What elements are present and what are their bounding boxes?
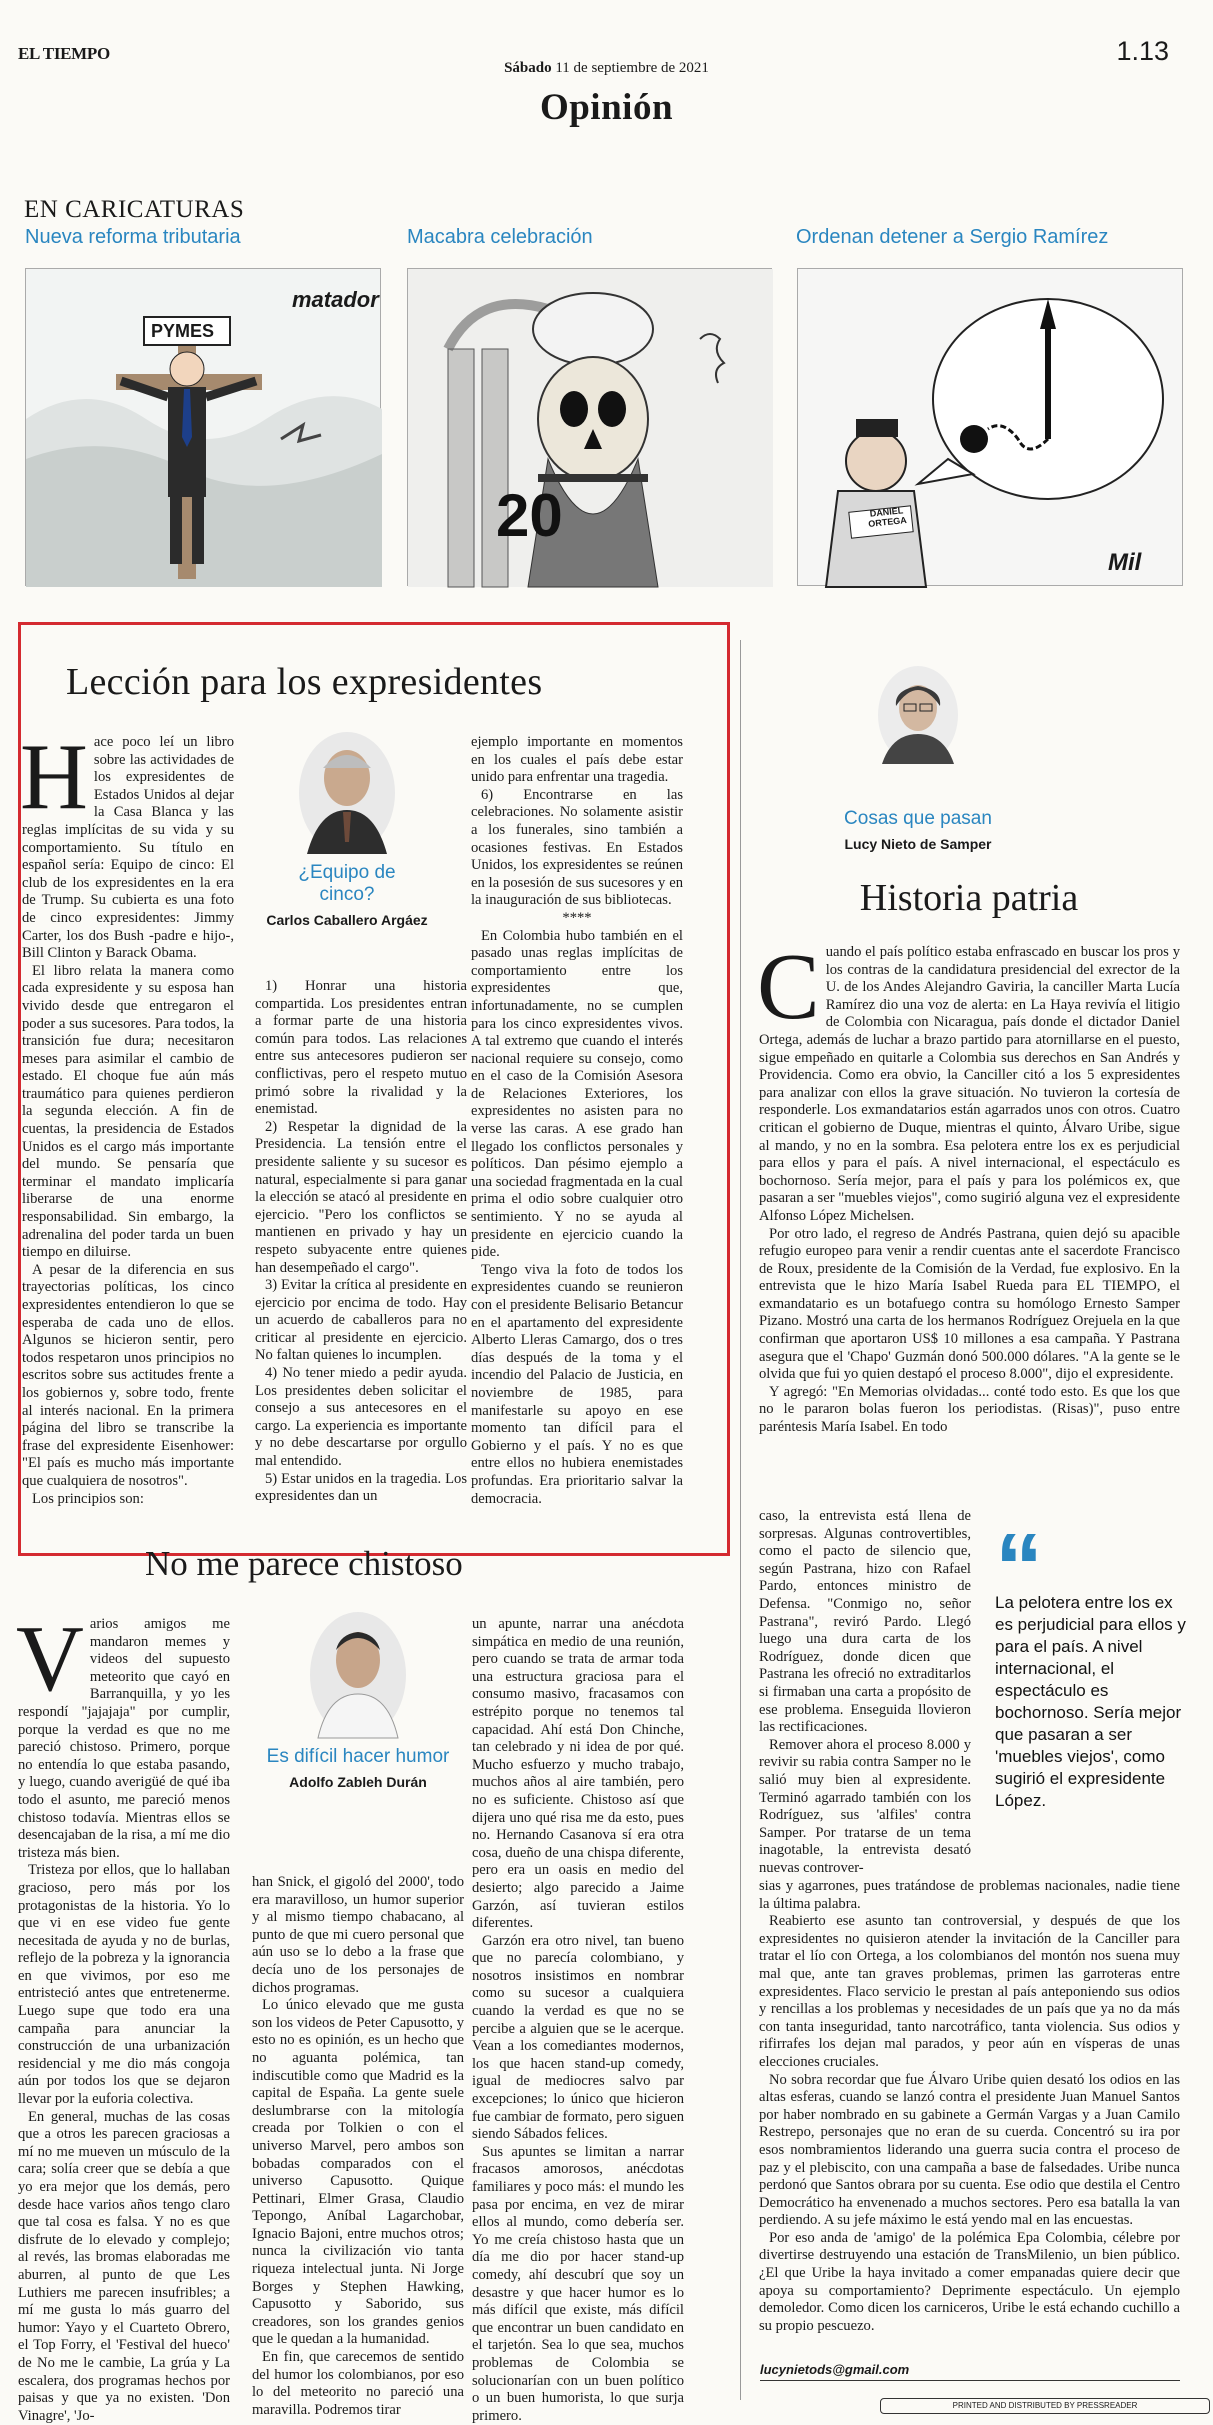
author-photo-zableh	[310, 1612, 406, 1738]
dropcap-h: H	[20, 725, 88, 829]
cartoon-number-20: 20	[496, 482, 563, 549]
cartoon-reforma-tributaria	[25, 268, 381, 586]
article-title-historia: Historia patria	[859, 877, 1079, 919]
divider	[760, 2380, 1180, 2381]
chistoso-col-2: han Snick, el gigoló del 2000', todo era maravilloso, un humor superior y al mismo tiempo chabacano, al punto de que mi cuero personal que aún uso se lo debo a la frase que decía uno de los personajes de dichos programas. Lo único elevado que me gusta son los videos de Peter Capusotto, y esto no es opinión, es un hecho que no aguanta polémica, tan indiscutible como que Madrid es la capital de España. La gente suele deslumbrarse con la mitología creada por Tolkien o con el universo Marvel, pero ambos son bobadas comparados con el universo Capusotto. Quique Pettinari, Elmer Grasa, Claudio Tepongo, Aníbal Lagarchobar, Ignacio Bajoni, entre muchos otros; nunca la civilización vio tanta riqueza intelectual junta. Ni Jorge Borges y Stephen Hawking, Capusotto y Saborido, sus creadores, son los grandes genios que le quedan a la humanidad. En fin, que carecemos de sentido del humor los colombianos, por eso lo del meteorito no pareció una maravilla. Podremos tirar	[252, 1874, 464, 2418]
chistoso-author: Adolfo Zableh Durán	[289, 1774, 427, 1790]
section-title: Opinión	[539, 87, 674, 128]
cartoonist-signature-1: matador	[292, 287, 379, 312]
article-title-leccion: Lección para los expresidentes	[66, 661, 543, 703]
caricaturas-heading: EN CARICATURAS	[24, 196, 245, 223]
cartoon-ortega-label: DANIEL ORTEGA	[867, 505, 908, 529]
leccion-col-3: ejemplo importante en momentos en los cuales el país debe estar unido para enfrentar una tragedia. 6) Encontrarse en las celebraciones. No solamente asistir a los funerales, sino también a ocasiones festivas. En Estados Unidos, los expresidentes se reúnen en la posesión de sus sucesores y en la inauguración de sus bibliotecas. **** En Colombia hubo también en el pasado unas reglas implícitas de comportamiento entre los expresidentes que, infortunadamente, no se cumplen para los cinco expresidentes vivos. A tal extremo que cuando el interés nacional requiere su consejo, como en el caso de la Comisión Asesora de Relaciones Exteriores, los expresidentes no asisten para no verse las caras. A ese grado han llegado los conflictos personales y políticos. Dan pésimo ejemplo a una sociedad fragmentada en la cual prima el odio sobre cualquier otro sentimiento. Y no se ayuda al presidente en ejercicio cuando la pide. Tengo viva la foto de todos los expresidentes cuando se reunieron con el presidente Belisario Betancur en el apartamento del expresidente Alberto Lleras Camargo, dos o tres días después de la toma y el incendio del Palacio de Justicia, en noviembre de 1985, para manifestarle su apoyo en ese momento tan difícil para el Gobierno y el país. Y no es que entre ellos no hubiera enemistades profundas. Era prioritario salvar la democracia.	[471, 734, 683, 1507]
cartoonist-signature-3: Mil	[1108, 549, 1142, 576]
chistoso-byline	[252, 1612, 464, 1790]
leccion-byline	[266, 732, 428, 928]
leccion-author: Carlos Caballero Argáez	[266, 912, 428, 928]
cartoon-title-3: Ordenan detener a Sergio Ramírez	[796, 226, 1109, 248]
historia-author: Lucy Nieto de Samper	[844, 836, 992, 852]
pull-quote: La pelotera entre los ex es perjudicial para ellos y para el país. A nivel internacional, el espectáculo es bochornoso. Sería mejor que pasaran a ser 'muebles viejos', como sugirió el expresidente López.	[995, 1593, 1186, 1810]
author-photo-caballero	[299, 732, 395, 854]
chistoso-col-3: un apunte, narrar una anécdota simpática en medio de una reunión, pero cuando se trata de armar toda una estructura graciosa para el consumo masivo, fracasamos con estrépito porque no tenemos tal capacidad. Ahí está Don Chinche, tan celebrado y ni idea de por qué. Mucho esfuerzo y mucho trabajo, muchos años al aire también, pero no es suficiente. Chistoso así que dijera uno qué risa me da esto, pues no. Hernando Casanova sí era otra cosa, dueño de una chispa diferente, pero era un oasis en medio del desierto; algo parecido a Jaime Garzón, así tuvieran estilos diferentes. Garzón era otro nivel, tan bueno que no parecía colombiano, y nosotros insistimos en nombrar como su sucesor a cualquiera cuando la verdad es que no se percibe a alguien que se le acerque. Vean a los comediantes modernos, los que hacen stand-up comedy, igual de mediocres salvo par excepciones; lo único que hicieron fue cambiar de formato, pero siguen siendo Sábados felices. Sus apuntes se limitan a narrar fracasos amorosos, anécdotas familiares y poco más: el mundo les pasa por encima, en vez de mirar ellos al mundo, como debería ser. Yo me creía chistoso hasta que un día me dio por hacer stand-up comedy, ahí descubrí que soy un desastre y que hacer humor es lo más difícil que existe, más difícil que encontrar un buen candidato en el tarjetón. Sea lo que sea, muchos problemas de Colombia se solucionarían con un buen político o un buen humorista, lo que surja primero.	[472, 1616, 684, 2424]
page-number: 1.13	[1116, 36, 1169, 66]
leccion-col-2: 1) Honrar una historia compartida. Los presidentes entran a formar parte de una historia común para todos. Las relaciones entre sus antecesores pudieron ser conflictivas, pero el respeto mutuo primó sobre la rivalidad y la enemistad. 2) Respetar la dignidad de la Presidencia. La tensión entre el presidente saliente y su sucesor es natural, especialmente si para ganar la elección se atacó al presidente en ejercicio. "Pero los conflictos se mantienen en privado y hay un respeto subyacente entre quienes han desempeñado el cargo". 3) Evitar la crítica al presidente en ejercicio por encima de todo. Hay un acuerdo de caballeros para no criticar al presidente en ejercicio. No faltan quienes lo incumplen. 4) No tener miedo a pedir ayuda. Los presidentes deben solicitar el consejo a sus antecesores en el cargo. La experiencia es importante y no debe descartarse por orgullo mal entendido. 5) Estar unidos en la tragedia. Los expresidentes dan un	[255, 978, 467, 1505]
issue-date: Sábado 11 de septiembre de 2021	[504, 60, 709, 76]
chistoso-subtitle: Es difícil hacer humor	[266, 1746, 450, 1767]
leccion-subtitle: ¿Equipo de cinco?	[298, 862, 396, 905]
dropcap-v: V	[16, 1607, 84, 1711]
cartoon-title-1: Nueva reforma tributaria	[25, 226, 241, 248]
cartoon-pymes-sign: PYMES	[151, 321, 215, 341]
chistoso-col-1: Varios amigos me mandaron memes y videos del supuesto meteorito que cayó en Barranquilla, y yo les respondí "jajajaja" por cumplir, porque la verdad es que no me pareció chistoso. Primero, porque no entendía lo que estaba pasando, y luego, cuando averigüé de qué iba todo el asunto, me pareció menos chistoso todavía. Mientras ellos se desencajaban de la risa, a mí me dio tristeza más bien. Tristeza por ellos, que lo hallaban gracioso, pero más por los protagonistas de la historia. Yo lo que vi en ese video fue gente necesitada de ayuda y no de burlas, reflejo de la pobreza y la ignorancia en que vivimos, por eso me entristeció antes que entretenerme. Luego supe que todo era una campaña para anunciar la construcción de una urbanización residencial y me dio más congoja aún por todos los que se dejaron llevar por la euforia colectiva. En general, muchas de las cosas que a otros les parecen graciosas a mí no me mueven un músculo de la cara; solía creer que se debía a que yo era mejor que los demás, pero desde hace varios años tengo claro que tal cosa es falsa. Y no es que disfrute de lo elevado y complejo; al revés, las bromas elaboradas me aburren, al punto de que Les Luthiers me parecen insufribles; a mí me gusta lo más guarro del humor: Yayo y el Cuarteto Obrero, el Top Forry, el 'Festival del hueco' de No me le cambie, La grúa y La escalera, dos programas hechos por paisas y que ya no existen. 'Don Vinagre', 'Jo-	[16, 1607, 230, 2424]
dropcap-c: C	[757, 935, 820, 1039]
pressreader-badge: PRINTED AND DISTRIBUTED BY PRESSREADER	[880, 2398, 1210, 2414]
cartoon-title-2: Macabra celebración	[407, 226, 593, 248]
historia-col-2: caso, la entrevista está llena de sorpresas. Algunas controvertibles, como el pacto de silencio que, según Pastrana, hizo con Rafael Pardo, entonces ministro de Defensa. "Conmigo no, señor Pastrana", reviró Pardo. Llegó luego una dura carta de los Rodríguez, donde dicen que Pastrana les ofreció no extraditarlos si firmaban una carta a propósito de ese problema. Enseguida llovieron las rectificaciones. Remover ahora el proceso 8.000 y revivir su rabia contra Samper no le salió muy bien al expresidente. Terminó agarrado también con los Rodríguez, sus 'alfiles' contra Samper. Por tratarse de un tema inagotable, la entrevista desató nuevas controver-	[759, 1508, 971, 1876]
historia-col-3: sias y agarrones, pues tratándose de problemas nacionales, nadie tiene la última palabra. Reabierto ese asunto tan controversial, y después de que los expresidentes no quisieron atender la invitación de la Canciller para tratar el lío con Ortega, a los colombianos del montón nos suena muy mal que, ante tan graves problemas, primen las garroteras entre expresidentes. Flaco servicio le prestan al país anteponiendo sus odios y rencillas a los problemas y necesidades de un país que ya no da más con tanta inseguridad, tanto narcotráfico, tanta violencia. Sus odios y rifirrafes los dejan mal parados, y peor aún en vísperas de unas elecciones cruciales. No sobra recordar que fue Álvaro Uribe quien desató los odios en las altas esferas, cuando se lanzó contra el presidente Juan Manuel Santos por haber nombrado en su gabinete a Germán Vargas y a Juan Camilo Restrepo, personajes que no eran de su cuerda. Concentró su ira por esos nombramientos liderando una guerra sucia contra el proceso de paz y el plebiscito, con una campaña a base de falsedades. Uribe nunca perdonó que Santos obrara por su cuenta. Ese odio que destila el Centro Democrático ha envenenado a muchos sectores. Pero esa batalla la van perdiendo. A su jefe máximo le está yendo mal en las encuestas. Por eso anda de 'amigo' de la polémica Epa Colombia, célebre por divertirse destruyendo una estación de TransMilenio, un bien público. ¿El que Uribe la haya invitado a comer empanadas quiere decir que apoya su comportamiento? Deprimente espectáculo. Un ejemplo demoledor. Como dicen los carniceros, Uribe le está echando cuchillo a su propio pescuezo.	[759, 1878, 1180, 2334]
author-email-link[interactable]: lucynietods@gmail.com	[760, 2362, 910, 2377]
author-photo-nieto	[878, 666, 958, 764]
cartoon-macabra-celebracion	[407, 268, 772, 586]
cartoon-ordenan-detener	[797, 268, 1183, 586]
column-rule	[740, 640, 741, 2400]
historia-col-1: Cuando el país político estaba enfrascado en buscar los pros y los contras de la candidatura presidencial del exrector de la U. de los Andes Alejandro Gaviria, la canciller Marta Lucía Ramírez dio una voz de alerta: en La Haya revivía el litigio de Colombia con Nicaragua, país donde el dictador Daniel Ortega, además de luchar a brazo partido para atornillarse en el puesto, sigue empeñado en quitarle a Colombia sus derechos en San Andrés y Providencia. Como era obvio, la Canciller citó a los 5 expresidentes para analizar con ellos la grave situación. No tuvieron la cortesía de responderle. Los exmandatarios están agarrados unos con otros. Cuatro critican el gobierno de Duque, mientras el quinto, Álvaro Uribe, sigue al mando, y no en la sombra. Esa pelotera entre los ex es perjudicial para ellos y para el país. A nivel internacional, el espectáculo es bochornoso. Sería mejor, para el país y para los polémicos ex, que pasaran a ser "muebles viejos", como sugirió alguna vez el expresidente Alfonso López Michelsen. Por otro lado, el regreso de Andrés Pastrana, quien dejó su apacible refugio europeo para venir a rendir cuentas ante el sacerdote Francisco de Roux, presidente de la Comisión de la Verdad, fue explosivo. En la entrevista que le hizo María Isabel Rueda para EL TIEMPO, el exmandatario es un botafuego contra su homólogo Ernesto Samper Pizano. Mostró una carta de los hermanos Rodríguez Orejuela en la que confirman que aportaron US$ 10 millones a esa campaña. Y Pastrana asegura que el 'Chapo' Guzmán donó 500.000 dólares. "A la gente se le olvida que fui yo quien destapó el proceso 8.000", dijo el expresidente. Y agregó: "En Memorias olvidadas... conté todo esto. Es que los que no le pararon bolas fueron los periodistas. (Risas)", puso entre paréntesis María Isabel. En todo	[757, 935, 1180, 1436]
historia-kicker: Cosas que pasan	[844, 808, 992, 829]
quote-mark-icon: “	[995, 1514, 1043, 1621]
article-title-chistoso: No me parece chistoso	[145, 1544, 463, 1583]
masthead: EL TIEMPO	[18, 44, 110, 63]
leccion-col-1: Hace poco leí un libro sobre las actividades de los expresidentes de Estados Unidos al dejar la Casa Blanca y las reglas implícitas de su vida y su comportamiento. Su título en español sería: Equipo de cinco: El club de los expresidentes en la era de Trump. Su cubierta es una foto de cinco expresidentes: Jimmy Carter, los dos Bush -padre e hijo-, Bill Clinton y Barack Obama. El libro relata la manera como cada expresidente y su esposa han vivido desde que entregaron el poder a sus sucesores. Para todos, la transición fue dura; necesitaron meses para asimilar el cambio de estado. El choque fue aún más traumático para quienes perdieron la segunda elección. A fin de cuentas, la presidencia de Estados Unidos es el cargo más importante del mundo. Se pensaría que terminar el mandato implicaría liberarse de una enorme responsabilidad. Sin embargo, la adrenalina del poder tarda un buen tiempo en diluirse. A pesar de la diferencia en sus trayectorias políticas, los cinco expresidentes entendieron lo que se esperaba de cada uno de ellos. Algunos se hicieron sentir, pero todos respetaron unos principios no escritos sobre sus actitudes frente a los gobiernos y, sobre todo, frente al interés nacional. En la primera página del libro se transcribe la frase del expresidente Eisenhower: "El país es mucho más importante que cualquiera de nosotros". Los principios son:	[20, 725, 234, 1507]
